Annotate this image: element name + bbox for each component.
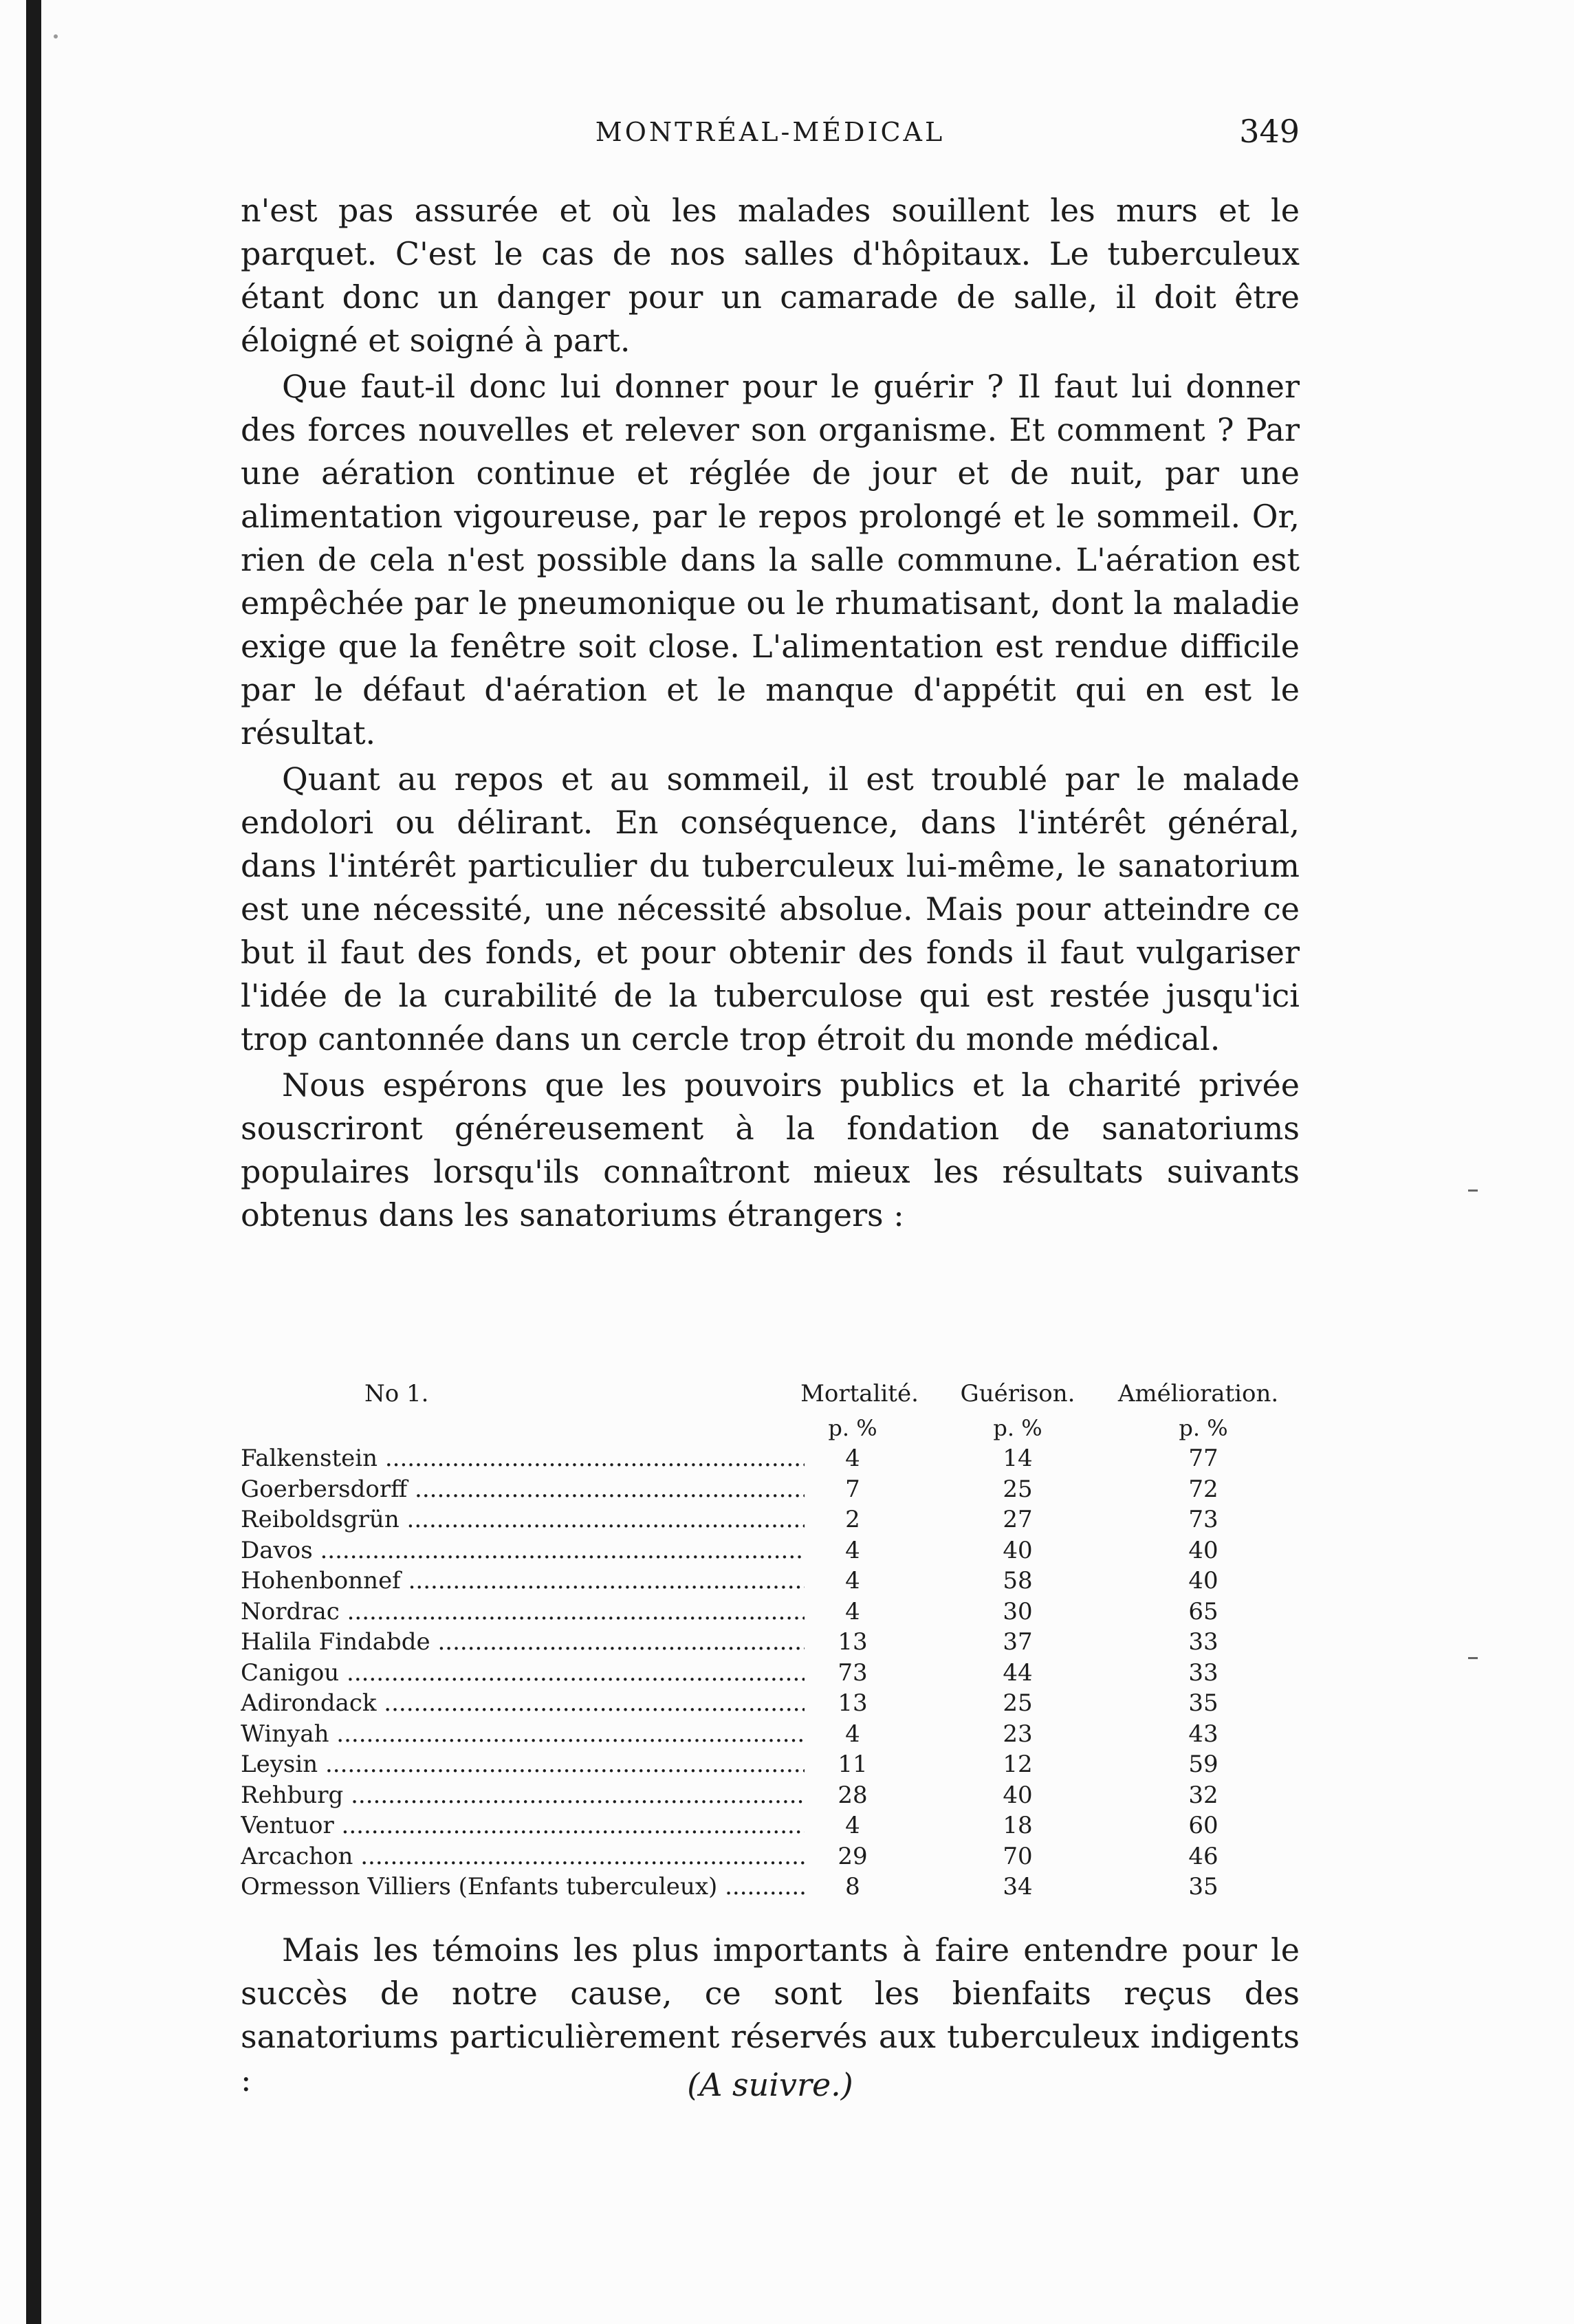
amelioration-value: 72	[1188, 1475, 1218, 1503]
mortalite-value: 28	[838, 1781, 868, 1809]
mortalite-value: 13	[838, 1628, 868, 1656]
mortalite-value: 4	[845, 1567, 860, 1594]
table-row	[241, 1597, 1300, 1627]
amelioration-value: 35	[1188, 1873, 1218, 1900]
table-body	[241, 1443, 1300, 1903]
mortalite-value: 4	[845, 1720, 860, 1748]
table-row	[241, 1810, 1300, 1841]
page-header	[241, 113, 1300, 165]
guerison-value: 23	[1003, 1720, 1033, 1748]
unit-label: p. %	[1179, 1415, 1228, 1441]
table-row	[241, 1872, 1300, 1903]
amelioration-value: 40	[1188, 1536, 1218, 1564]
paragraph: Nous espérons que les pouvoirs publics et la charité privée souscriront généreusement à la fondation de sanatoriums populaires lorsqu'ils connaîtront mieux les résultats suivants obtenus dans les sanatoriums étrangers :	[241, 1066, 1300, 1234]
sanatorium-name: Ventuor .....	[241, 1810, 805, 1841]
binding-edge	[26, 0, 41, 2324]
mortalite-value: 7	[845, 1475, 860, 1503]
table-row	[241, 1780, 1300, 1811]
guerison-value: 34	[1003, 1873, 1033, 1900]
scan-speck	[54, 34, 58, 39]
sanatorium-name: Ormesson Villiers (Enfants tuberculeux) .....	[241, 1872, 805, 1903]
amelioration-value: 77	[1188, 1445, 1218, 1472]
mortalite-value: 8	[845, 1873, 860, 1900]
mortalite-value: 4	[845, 1812, 860, 1839]
page-number: 349	[1239, 113, 1300, 150]
amelioration-value: 46	[1188, 1842, 1218, 1870]
sanatorium-name: Davos .....	[241, 1535, 805, 1566]
table-row	[241, 1658, 1300, 1689]
guerison-value: 40	[1003, 1536, 1033, 1564]
margin-mark	[1468, 1657, 1478, 1659]
sanatorium-name: Nordrac .....	[241, 1597, 805, 1627]
table-row	[241, 1841, 1300, 1872]
mortalite-value: 11	[838, 1751, 868, 1778]
guerison-value: 12	[1003, 1751, 1033, 1778]
body-text	[241, 189, 1300, 1237]
table-row	[241, 1443, 1300, 1474]
unit-row	[241, 1413, 1300, 1443]
amelioration-value: 65	[1188, 1597, 1218, 1625]
mortalite-value: 29	[838, 1842, 868, 1870]
sanatorium-name: Arcachon .....	[241, 1841, 805, 1872]
running-title: MONTRÉAL-MÉDICAL	[595, 117, 946, 147]
amelioration-value: 35	[1188, 1689, 1218, 1717]
sanatorium-name: Goerbersdorff .....	[241, 1474, 805, 1505]
mortalite-value: 4	[845, 1536, 860, 1564]
mortalite-value: 13	[838, 1689, 868, 1717]
sanatorium-name: Rehburg .....	[241, 1780, 805, 1811]
guerison-value: 14	[1003, 1445, 1033, 1472]
continuation-note: (A suivre.)	[687, 2066, 853, 2103]
sanatorium-name: Reiboldsgrün .....	[241, 1504, 805, 1535]
amelioration-value: 33	[1188, 1658, 1218, 1687]
amelioration-value: 40	[1188, 1567, 1218, 1594]
mortalite-value: 4	[845, 1445, 860, 1472]
guerison-value: 30	[1003, 1597, 1033, 1625]
unit-label: p. %	[993, 1415, 1042, 1441]
sanatorium-name: Adirondack .....	[241, 1688, 805, 1719]
amelioration-value: 73	[1188, 1506, 1218, 1533]
sanatorium-name: Falkenstein .....	[241, 1443, 805, 1474]
guerison-value: 18	[1003, 1812, 1033, 1839]
paragraph: n'est pas assurée et où les malades souillent les murs et le parquet. C'est le cas de nos salles d'hôpitaux. Le tuberculeux étant donc un danger pour un camarade de salle, il doit être éloigné et soigné à part.	[241, 192, 1300, 359]
mortalite-value: 73	[838, 1658, 868, 1687]
amelioration-value: 32	[1188, 1781, 1218, 1809]
table-row	[241, 1474, 1300, 1505]
column-header-guerison: Guérison.	[960, 1380, 1075, 1407]
mortalite-value: 2	[845, 1506, 860, 1533]
sanatorium-name: Hohenbonnef .....	[241, 1566, 805, 1597]
guerison-value: 44	[1003, 1658, 1033, 1687]
guerison-value: 37	[1003, 1628, 1033, 1656]
paragraph: Quant au repos et au sommeil, il est troublé par le malade endolori ou délirant. En conséquence, dans l'intérêt général, dans l'intérêt particulier du tuberculeux lui-même, le sanatorium est une nécessité, une nécessité absolue. Mais pour atteindre ce but il faut des fonds, et pour obtenir des fonds il faut vulgariser l'idée de la curabilité de la tuberculose qui est restée jusqu'ici trop cantonnée dans un cercle trop étroit du monde médical.	[241, 760, 1300, 1057]
guerison-value: 70	[1003, 1842, 1033, 1870]
guerison-value: 27	[1003, 1506, 1033, 1533]
unit-label: p. %	[828, 1415, 877, 1441]
sanatorium-name: Halila Findabde .....	[241, 1627, 805, 1658]
table-row	[241, 1504, 1300, 1535]
table-row	[241, 1719, 1300, 1750]
margin-mark	[1468, 1190, 1478, 1192]
paragraph: Que faut-il donc lui donner pour le guérir ? Il faut lui donner des forces nouvelles et relever son organisme. Et comment ? Par une aération continue et réglée de jour et de nuit, par une alimentation vigoureuse, par le repos prolongé et le sommeil. Or, rien de cela n'est possible dans la salle commune. L'aération est empêchée par le pneumonique ou le rhumatisant, dont la maladie exige que la fenêtre soit close. L'alimentation est rendue difficile par le défaut d'aération et le manque d'appétit qui en est le résultat.	[241, 368, 1300, 752]
sanatorium-name: Canigou .....	[241, 1658, 805, 1689]
amelioration-value: 33	[1188, 1628, 1218, 1656]
guerison-value: 58	[1003, 1567, 1033, 1594]
column-header-amelioration: Amélioration.	[1117, 1380, 1279, 1407]
table-row	[241, 1535, 1300, 1566]
table-row	[241, 1627, 1300, 1658]
table-row	[241, 1688, 1300, 1719]
column-header-mortalite: Mortalité.	[800, 1380, 919, 1407]
mortalite-value: 4	[845, 1597, 860, 1625]
table-row	[241, 1566, 1300, 1597]
amelioration-value: 60	[1188, 1812, 1218, 1839]
paragraph: Mais les témoins les plus importants à faire entendre pour le succès de notre cause, ce sont les bienfaits reçus des sanatoriums particulièrement réservés aux tuberculeux indigents :	[241, 1931, 1300, 2098]
guerison-value: 25	[1003, 1475, 1033, 1503]
amelioration-value: 59	[1188, 1751, 1218, 1778]
sanatorium-name: Winyah .....	[241, 1719, 805, 1750]
guerison-value: 40	[1003, 1781, 1033, 1809]
table-row	[241, 1749, 1300, 1780]
guerison-value: 25	[1003, 1689, 1033, 1717]
sanatorium-results-table	[241, 1379, 1300, 1903]
amelioration-value: 43	[1188, 1720, 1218, 1748]
table-number: No 1.	[364, 1380, 429, 1407]
table-header	[241, 1379, 1300, 1413]
sanatorium-name: Leysin .....	[241, 1749, 805, 1780]
